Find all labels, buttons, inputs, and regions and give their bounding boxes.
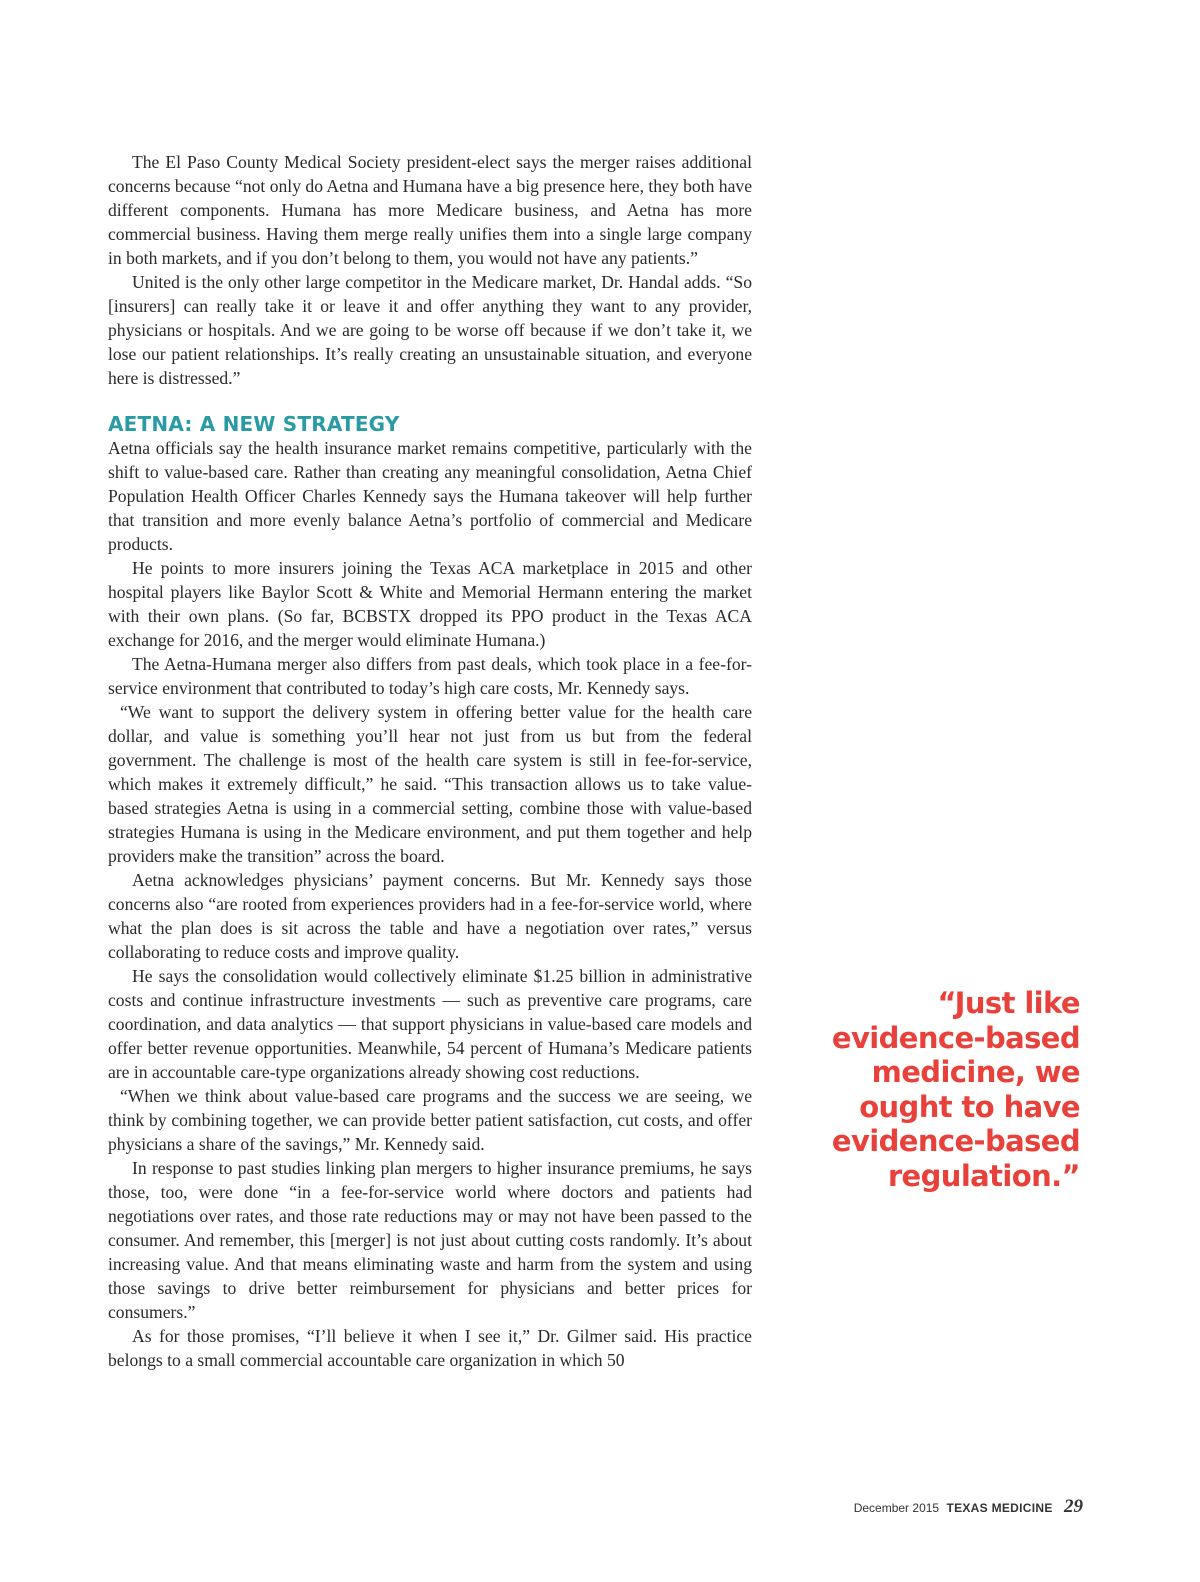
pull-quote-line: evidence-based xyxy=(831,1020,1080,1055)
paragraph: He points to more insurers joining the Texas ACA marketplace in 2015 and other hospital players like Baylor Scott & White and Memorial Hermann entering the market with their own plans. (So far, BCBSTX dropped its PPO product in the Texas ACA exchange for 2016, and the merger would eliminate Humana.) xyxy=(108,558,752,650)
section-heading: AETNA: A NEW STRATEGY xyxy=(108,412,400,436)
pull-quote xyxy=(790,986,1080,1193)
paragraph: “We want to support the delivery system in offering better value for the health care dollar, and value is something you’ll hear not just from us but from the federal government. The challenge is most of the health care system is still in fee-for-service, which makes it extremely difficult,” he said. “This transaction allows us to take value-based strategies Aetna is using in a commercial setting, combine those with value-based strategies Humana is using in the Medicare environment, and put them together and help providers make the transition” across the board. xyxy=(108,702,752,866)
paragraph: Aetna officials say the health insurance market remains competitive, particularly with the shift to value-based care. Rather than creating any meaningful consolidation, Aetna Chief Population Health Officer Charles Kennedy says the Humana takeover will help further that transition and more evenly balance Aetna’s portfolio of commercial and Medicare products. xyxy=(108,438,752,554)
issue-date: December 2015 xyxy=(853,1501,940,1515)
paragraph: The Aetna-Humana merger also differs from past deals, which took place in a fee-for-service environment that contributed to today’s high care costs, Mr. Kennedy says. xyxy=(108,654,752,698)
page-number: 29 xyxy=(1064,1496,1083,1517)
publication-name: TEXAS MEDICINE xyxy=(946,1501,1053,1515)
pull-quote-line: regulation.” xyxy=(887,1158,1080,1193)
paragraph: “When we think about value-based care programs and the success we are seeing, we think by combining together, we can provide better patient satisfaction, cut costs, and offer physicians a share of the savings,” Mr. Kennedy said. xyxy=(108,1086,752,1154)
article-body xyxy=(108,150,752,1372)
page-footer xyxy=(854,1496,1083,1518)
paragraph: United is the only other large competitor in the Medicare market, Dr. Handal adds. “So [insurers] can really take it or leave it and offer anything they want to any provider, physicians or hospitals. And we are going to be worse off because if we don’t take it, we lose our patient relationships. It’s really creating an unsustainable situation, and everyone here is distressed.” xyxy=(108,272,752,388)
pull-quote-line: evidence-based xyxy=(831,1124,1080,1158)
paragraph: Aetna acknowledges physicians’ payment concerns. But Mr. Kennedy says those concerns also “are rooted from experiences providers had in a fee-for-service world, where what the plan does is sit across the table and have a negotiation over rates,” versus collaborating to reduce costs and improve quality. xyxy=(108,870,752,962)
paragraph: As for those promises, “I’ll believe it when I see it,” Dr. Gilmer said. His practice belongs to a small commercial accountable care organization in which 50 xyxy=(108,1326,752,1370)
paragraph: He says the consolidation would collectively eliminate $1.25 billion in administrative costs and continue infrastructure investments — such as preventive care programs, care coordination, and data analytics — that support physicians in value-based care models and offer better revenue opportunities. Meanwhile, 54 percent of Humana’s Medicare patients are in accountable care-type organizations already showing cost reductions. xyxy=(108,966,752,1082)
paragraph: The El Paso County Medical Society president-elect says the merger raises additional concerns because “not only do Aetna and Humana have a big presence here, they both have different components. Humana has more Medicare business, and Aetna has more commercial business. Having them merge really unifies them into a single large company in both markets, and if you don’t belong to them, you would not have any patients.” xyxy=(108,152,752,268)
pull-quote-line: ought to have xyxy=(859,1089,1080,1124)
pull-quote-line: “Just like xyxy=(937,986,1080,1020)
pull-quote-line: medicine, we xyxy=(871,1055,1080,1089)
paragraph: In response to past studies linking plan mergers to higher insurance premiums, he says those, too, were done “in a fee-for-service world where doctors and patients had negotiations over rates, and those rate reductions may or may not have been passed to the consumer. And remember, this [merger] is not just about cutting costs randomly. It’s about increasing value. And that means eliminating waste and harm from the system and using those savings to drive better reimbursement for physicians and better prices for consumers.” xyxy=(108,1158,752,1322)
